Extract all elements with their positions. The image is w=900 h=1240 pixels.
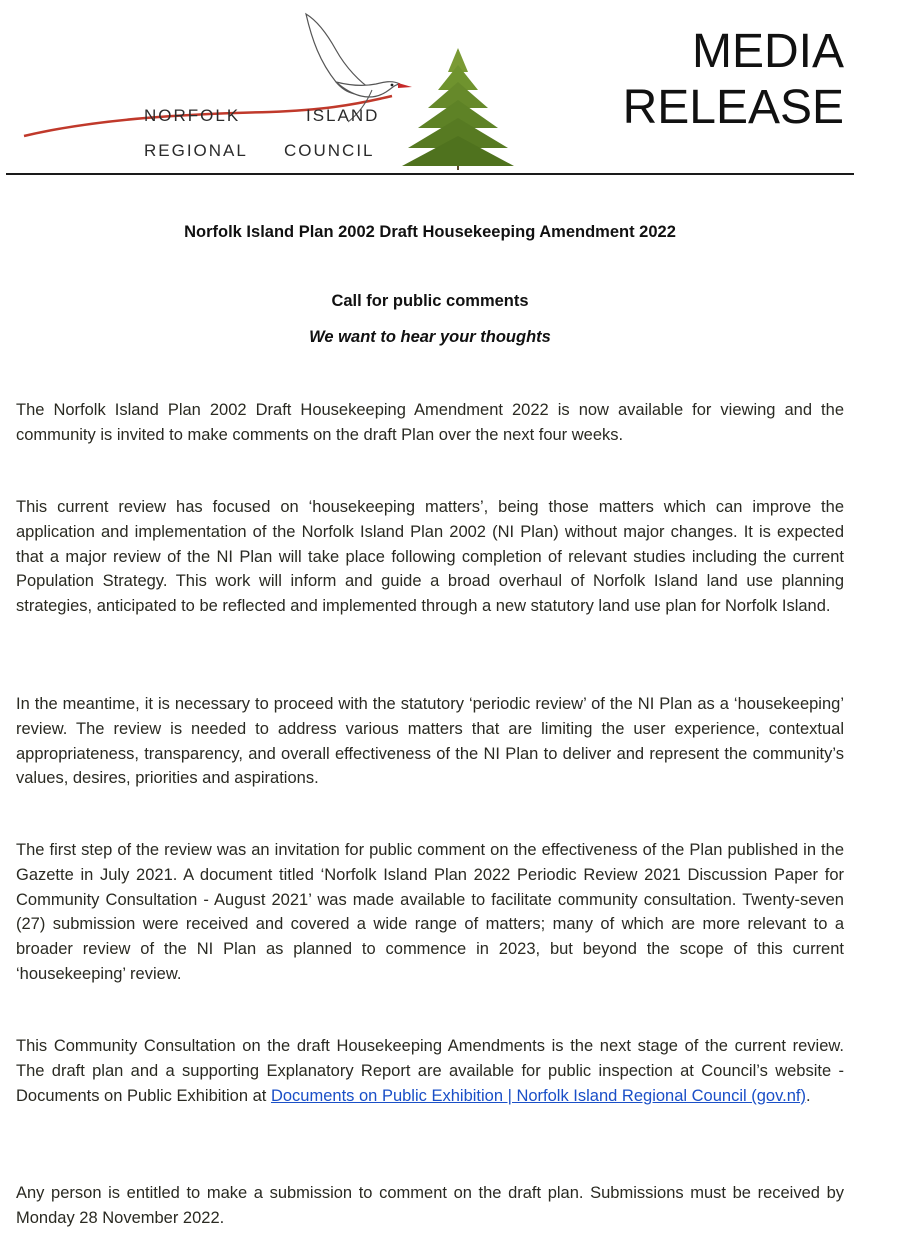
paragraph-consultation — [16, 1034, 844, 1108]
council-logo — [20, 10, 540, 170]
header-divider — [6, 173, 854, 175]
document-title: Norfolk Island Plan 2002 Draft Housekeeping Amendment 2022 — [184, 223, 676, 241]
logo-text-council: COUNCIL — [284, 141, 375, 160]
paragraph-submission-deadline: Any person is entitled to make a submission to comment on the draft plan. Submissions must be received by Monday 28 November 2022. — [16, 1184, 844, 1227]
logo-text-norfolk: NORFOLK — [144, 106, 241, 125]
paragraph-first-step: The first step of the review was an invitation for public comment on the effectiveness of the Plan published in the Gazette in July 2021. A document titled ‘Norfolk Island Plan 2022 Periodic Review 2021 Discussion Paper for Community Consultation - August 2021’ was made available to facilitate community consultation. Twenty-seven (27) submission were received and covered a wide range of matters; many of which are more relevant to a broader review of the NI Plan as planned to commence in 2023, but beyond the scope of this current ‘housekeeping’ review. — [16, 841, 844, 983]
consultation-end: . — [805, 1086, 811, 1105]
media-title-line1: MEDIA — [691, 25, 844, 78]
call-subheading: We want to hear your thoughts — [309, 328, 551, 346]
media-title-line2: RELEASE — [622, 81, 844, 134]
paragraph-housekeeping-focus: This current review has focused on ‘housekeeping matters’, being those matters which can improve the application and implementation of the Norfolk Island Plan 2002 (NI Plan) without major changes. It is expected that a major review of the NI Plan will take place following completion of relevant studies including the current Population Strategy. This work will inform and guide a broad overhaul of Norfolk Island land use planning strategies, anticipated to be reflected and implemented through a new statutory land use plan for Norfolk Island. — [16, 498, 844, 616]
page-header — [0, 0, 900, 180]
paragraph-periodic-review: In the meantime, it is necessary to proceed with the statutory ‘periodic review’ of the NI Plan as a ‘housekeeping’ review. The review is needed to address various matters that are limiting the user experience, contextual appropriateness, transparency, and overall effectiveness of the NI Plan to deliver and represent the community’s values, desires, priorities and aspirations. — [16, 695, 844, 788]
logo-text-regional: REGIONAL — [144, 141, 248, 160]
call-heading: Call for public comments — [331, 292, 529, 310]
media-release-title — [623, 24, 844, 136]
logo-text-island: ISLAND — [306, 106, 380, 125]
exhibition-documents-link[interactable]: Documents on Public Exhibition | Norfolk Island Regional Council (gov.nf) — [270, 1086, 806, 1105]
pine-tree-icon — [402, 48, 514, 170]
consultation-text: This Community Consultation on the draft Housekeeping Amendments is the next stage of the current review. The draft plan and a supporting Explanatory Report are available for public inspection at Council’s website - Documents on Public Exhibition at — [16, 1037, 844, 1105]
logo-graphic — [20, 10, 540, 170]
paragraph-intro: The Norfolk Island Plan 2002 Draft Housekeeping Amendment 2022 is now available for viewing and the community is invited to make comments on the draft Plan over the next four weeks. — [16, 401, 844, 444]
